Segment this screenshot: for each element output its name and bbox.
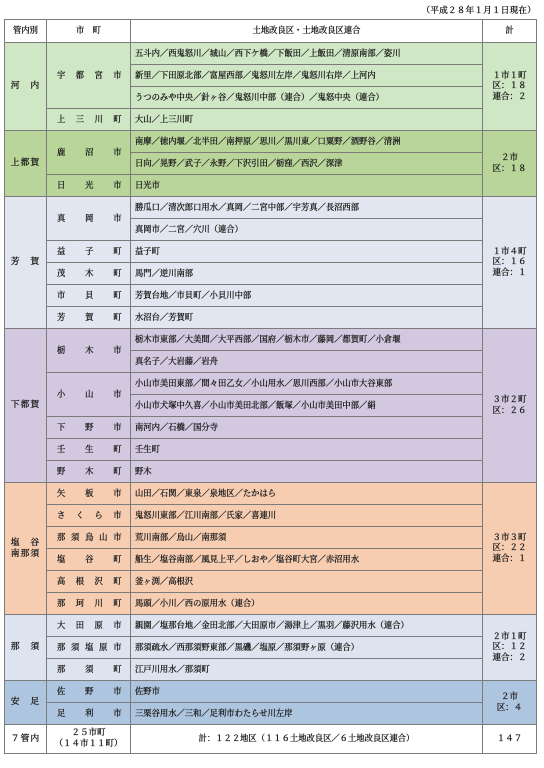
district-cell: 芳賀台地／市貝町／小貝川中部 [131,285,483,307]
district-cell: 野木 [131,461,483,483]
district-cell: 日光市 [131,175,483,197]
district-cell: 鬼怒川東部／江川南部／氏家／喜連川 [131,505,483,527]
district-cell: 大山／上三川町 [131,109,483,131]
region-total: １市１町 区：１８ 連合：２ [483,43,537,131]
district-cell: 真名子／大岩藤／岩舟 [131,351,483,373]
district-cell: 小山市犬塚中久喜／小山市美田北部／飯塚／小山市美田中部／絹 [131,395,483,417]
district-cell: 真岡市／二宮／穴川（連合） [131,219,483,241]
table-row [5,131,537,153]
district-cell: 佐野市 [131,681,483,703]
city-cell: 栃木市 [47,329,131,373]
region-cell: 河 内 [5,43,47,131]
footer-total: １４７ [483,725,537,754]
city-cell: 市貝町 [47,285,131,307]
district-cell: 江戸川用水／那須町 [131,659,483,681]
table-row [5,461,537,483]
footer-city: ２５市町 （１４市１１町） [47,725,131,754]
district-cell: 馬頭／小川／西の原用水（連合） [131,593,483,615]
table-row [5,527,537,549]
district-cell: 三栗谷用水／三和／足利市わたらせ川左岸 [131,703,483,725]
table-row [5,329,537,351]
city-cell: 野木町 [47,461,131,483]
table-row [5,483,537,505]
table-row [5,43,537,65]
table-row [5,681,537,703]
district-cell: 荒川南部／烏山／南那須 [131,527,483,549]
region-total: ３市２町 区：２６ [483,329,537,483]
city-cell: 益子町 [47,241,131,263]
region-cell: 那 須 [5,615,47,681]
city-cell: 小山市 [47,373,131,417]
total-row [5,725,537,754]
table-row [5,549,537,571]
district-cell: 船生／塩谷南部／風見上平／しおや／塩谷町大宮／赤沼用水 [131,549,483,571]
table-row [5,285,537,307]
land-improvement-district-table [4,19,537,754]
region-cell: 下都賀 [5,329,47,483]
city-cell: 那珂川町 [47,593,131,615]
city-cell: 鹿沼市 [47,131,131,175]
city-cell: 上三川町 [47,109,131,131]
table-row [5,263,537,285]
table-row [5,175,537,197]
region-total: ２市１町 区：１２ 連合：２ [483,615,537,681]
table-row [5,307,537,329]
city-cell: 那須町 [47,659,131,681]
city-cell: 茂木町 [47,263,131,285]
footer-region: ７管内 [5,725,47,754]
table-row [5,373,537,395]
table-row [5,703,537,725]
city-cell: 大田原市 [47,615,131,637]
district-cell: 親園／塩那台地／金田北部／大田原市／湯津上／黒羽／藤沢用水（連合） [131,615,483,637]
region-total: ２市 区：４ [483,681,537,725]
table-row [5,417,537,439]
district-cell: 益子町 [131,241,483,263]
city-cell: 足利市 [47,703,131,725]
table-row [5,505,537,527]
region-cell: 塩 谷 南那須 [5,483,47,615]
region-cell: 安 足 [5,681,47,725]
header-city: 市 町 [47,20,131,43]
city-cell: 壬生町 [47,439,131,461]
region-cell: 芳 賀 [5,197,47,329]
table-row [5,109,537,131]
table-row [5,637,537,659]
region-total: １市４町 区：１６ 連合：１ [483,197,537,329]
city-cell: さくら市 [47,505,131,527]
header-total: 計 [483,20,537,43]
district-cell: 壬生町 [131,439,483,461]
district-cell: 新里／下田原北部／富屋西部／鬼怒川左岸／鬼怒川右岸／上河内 [131,65,483,87]
district-cell: 釜ヶ渕／高根沢 [131,571,483,593]
district-cell: 日向／晃野／武子／永野／下沢引田／栃窪／西沢／深津 [131,153,483,175]
district-cell: 山田／石関／東泉／泉地区／たかはら [131,483,483,505]
district-cell: 那須疏水／西那須野東部／黒磯／塩原／那須野ヶ原（連合） [131,637,483,659]
table-header-row [5,20,537,43]
district-cell: 小山市美田東部／間々田乙女／小山用水／思川西部／小山市大谷東部 [131,373,483,395]
district-cell: 馬門／逆川南部 [131,263,483,285]
city-cell: 矢板市 [47,483,131,505]
district-cell: 勝瓜口／清次郎口用水／真岡／二宮中部／宇芳真／長沼西部 [131,197,483,219]
city-cell: 佐野市 [47,681,131,703]
city-cell: 芳賀町 [47,307,131,329]
city-cell: 宇都宮市 [47,43,131,109]
district-cell: 五斗内／西鬼怒川／城山／西下ケ橋／下飯田／上飯田／清原南部／姿川 [131,43,483,65]
district-cell: 南摩／徳内堰／北半田／南押原／思川／黒川東／口粟野／酒野谷／清洲 [131,131,483,153]
table-row [5,571,537,593]
district-cell: 南河内／石橋／国分寺 [131,417,483,439]
footer-districts: 計：１２２地区（１１６土地改良区／６土地改良区連合） [131,725,483,754]
district-cell: 水沼台／芳賀町 [131,307,483,329]
region-total: ３市３町 区：２２ 連合：１ [483,483,537,615]
region-cell: 上都賀 [5,131,47,197]
district-cell: 栃木市東部／大美間／大平西部／国府／栃木市／藤岡／都賀町／小倉堰 [131,329,483,351]
city-cell: 真岡市 [47,197,131,241]
region-total: ２市 区：１８ [483,131,537,197]
district-cell: うつのみや中央／針ヶ谷／鬼怒川中部（連合）／鬼怒中央（連合） [131,87,483,109]
header-region: 管内別 [5,20,47,43]
city-cell: 那須塩原市 [47,637,131,659]
table-row [5,659,537,681]
city-cell: 下野市 [47,417,131,439]
city-cell: 日光市 [47,175,131,197]
header-districts: 土地改良区・土地改良区連合 [131,20,483,43]
table-row [5,197,537,219]
table-row [5,615,537,637]
city-cell: 那須烏山市 [47,527,131,549]
city-cell: 塩谷町 [47,549,131,571]
date-note: （平成２８年１月１日現在） [421,6,536,16]
table-row [5,593,537,615]
city-cell: 高根沢町 [47,571,131,593]
table-row [5,241,537,263]
table-row [5,439,537,461]
